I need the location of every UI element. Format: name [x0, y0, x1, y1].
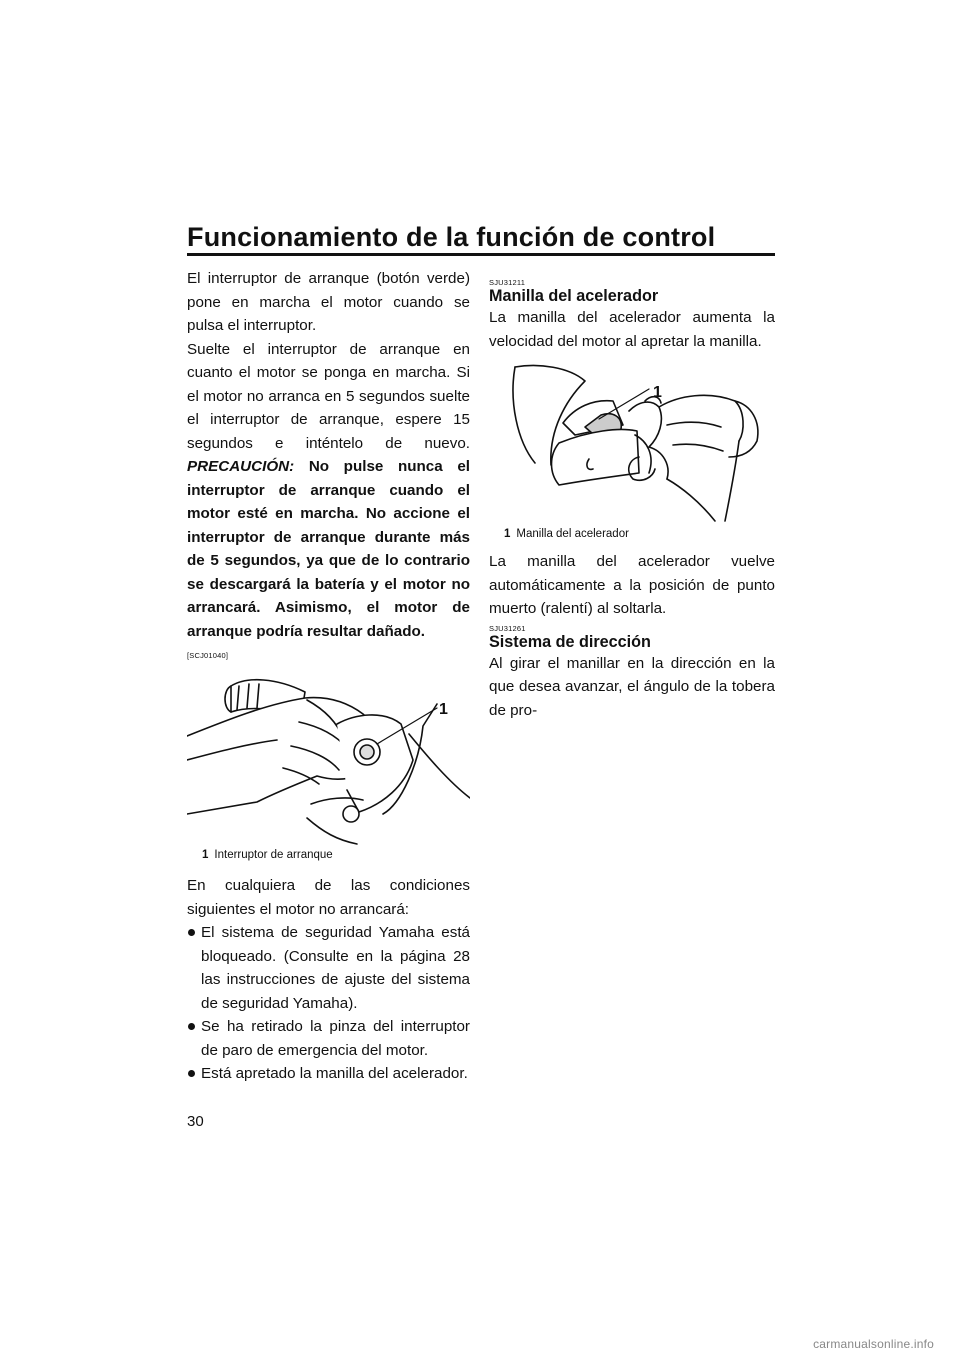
start-switch-paragraph: El interruptor de arranque (botón verde) pone en marcha el motor cuando se pulsa el interruptor.: [187, 270, 470, 334]
caption-text: Manilla del acelerador: [516, 528, 629, 540]
caution-label: PRECAUCIÓN:: [187, 458, 295, 475]
list-item: El sistema de seguridad Yamaha está bloqueado. (Consulte en la página 28 las instrucciones de ajuste del sistema de seguridad Yamaha).: [187, 921, 470, 1015]
page-number: 30: [187, 1113, 204, 1130]
caption-number: 1: [504, 528, 511, 540]
throttle-return-paragraph: La manilla del acelerador vuelve automáticamente a la posición de punto muerto (ralentí) al soltarla.: [489, 553, 775, 617]
caution-code: [SCJ01040]: [187, 651, 229, 660]
section-heading-steering: Sistema de dirección: [489, 632, 651, 651]
steering-paragraph: Al girar el manillar en la dirección en la que desea avanzar, el ángulo de la tobera de pro-: [489, 654, 775, 719]
section-code: SJU31261: [489, 623, 526, 633]
list-item: Se ha retirado la pinza del interruptor de paro de emergencia del motor.: [187, 1015, 470, 1062]
start-switch-illustration: [187, 664, 470, 848]
header-rule: [187, 253, 775, 256]
conditions-intro: En cualquiera de las condiciones siguientes el motor no arrancará:: [187, 877, 470, 918]
watermark: carmanualsonline.info: [813, 1337, 934, 1351]
left-column: [187, 267, 470, 1086]
release-text: Suelte el interruptor de arranque en cuanto el motor se ponga en marcha. Si el motor no arranca en 5 segundos suelte el interruptor de arranque, espere 15 segundos e inténtelo de nuevo.: [187, 340, 470, 452]
list-item: Está apretado la manilla del acelerador.: [187, 1062, 470, 1086]
throttle-illustration: [489, 361, 775, 527]
caption-text: Interruptor de arranque: [214, 849, 333, 861]
figure-callout: 1: [439, 701, 448, 718]
start-switch-figure: [187, 664, 470, 848]
caution-text: No pulse nunca el interruptor de arranque cuando el motor esté en marcha. No accione el interruptor de arranque durante más de 5 segundos, ya que de lo contrario se descargará la batería y el motor no arrancará. Asimismo, el motor de arranque podría resultar dañado.: [187, 458, 470, 640]
figure-callout: 1: [653, 384, 662, 401]
release-paragraph: [187, 338, 470, 644]
throttle-paragraph: La manilla del acelerador aumenta la velocidad del motor al apretar la manilla.: [489, 309, 775, 350]
throttle-caption: [489, 527, 775, 541]
section-heading-throttle: Manilla del acelerador: [489, 287, 659, 305]
caption-number: 1: [202, 849, 209, 861]
right-column: [489, 267, 775, 722]
conditions-list: [187, 921, 470, 1086]
section-code: SJU31211: [489, 278, 526, 287]
throttle-figure: [489, 361, 775, 527]
start-switch-caption: [187, 848, 470, 862]
page-title: Funcionamiento de la función de control: [187, 222, 716, 252]
